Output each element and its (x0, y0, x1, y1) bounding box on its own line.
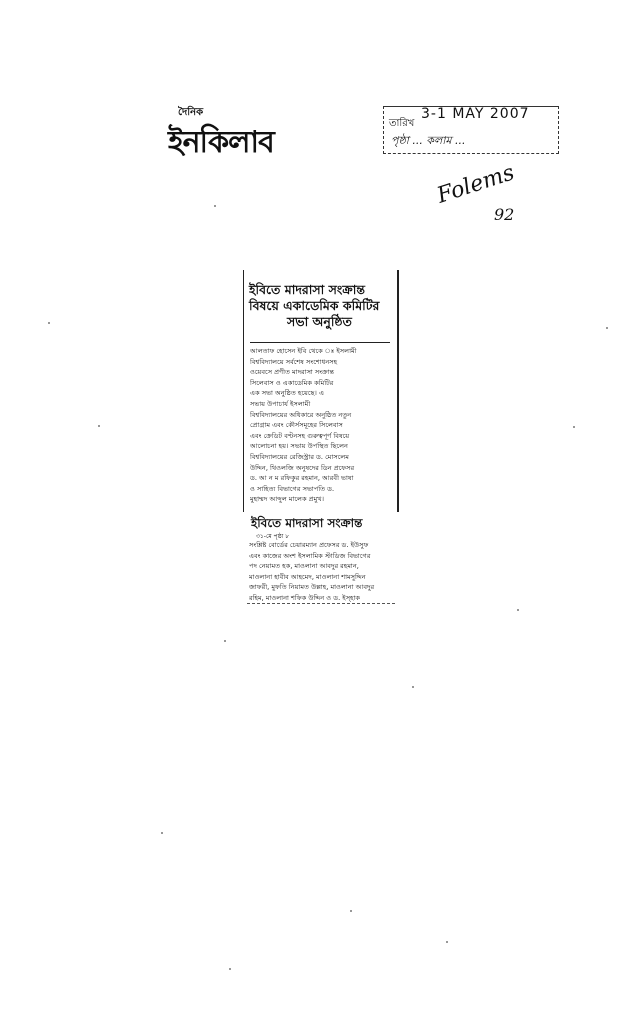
stamp-page-line: পৃষ্ঠা ... কলাম ... (391, 134, 466, 147)
headline-line: বিষয়ে একাডেমিক কমিটির (249, 298, 380, 313)
scan-speck (161, 832, 163, 834)
headline-divider (250, 342, 390, 343)
headline-line: ইবিতে মাদরাসা সংক্রান্ত (249, 282, 365, 297)
body-line: আলোচনা হয়। সভায় উপস্থিত ছিলেন (250, 442, 348, 451)
scan-speck (224, 640, 226, 642)
scan-speck (412, 686, 414, 688)
body-line: ড. আ ন ম রফিকুর রহমান, আরবী ভাষা (250, 474, 354, 483)
body-line: সংশ্লিষ্ট বোর্ডের চেয়ারম্যান প্রফেসর ড. ইউসুফ (249, 541, 369, 549)
headline-line: সভা অনুষ্ঠিত (287, 314, 352, 329)
body-line: রহিম, মাওলানা শফিক উদ্দিন ও ড. ইস্‌হাক (249, 593, 361, 602)
continuation-dateline: ৩১-মে পৃষ্ঠা ৮ (256, 533, 290, 540)
stamp-label: তারিখ (389, 118, 415, 129)
body-line: সিলেবাস ও একাডেমিক কমিটির (250, 378, 334, 387)
body-line: বিশ্ববিদ্যালয়ের অধিকারে অনুষ্ঠিত নতুন (250, 410, 352, 419)
continuation-headline: ইবিতে মাদরাসা সংক্রান্ত (251, 516, 363, 530)
body-line: সভায় উপাচার্য ইসলামী (250, 399, 311, 408)
body-line: মাওলানা হাবীব আহমেদ, মাওলানা শামসুদ্দিন (249, 572, 366, 581)
date-stamp (383, 106, 557, 152)
body-line: প্রোগ্রাম এবং কৌর্সসমূহের সিলেবাস (250, 421, 343, 430)
masthead-label: দৈনিক (178, 107, 204, 118)
handwritten-number: 92 (494, 205, 515, 224)
body-line: আলতাফ হোসেন ইবি থেকে ঃ ইসলামী (250, 347, 357, 355)
body-line: জাফরী, মুফতি নিয়ামত উল্লাহ, মাওলানা আবদুর (249, 583, 375, 592)
continuation-body (249, 540, 395, 604)
scan-speck (350, 910, 352, 912)
scan-speck (606, 327, 608, 329)
body-line: পদ নেয়ামত হক, মাওলানা আবদুর রহমান, (249, 562, 359, 571)
body-line: ও সাহিত্য বিভাগের সভাপতি ড. (250, 484, 335, 493)
scan-speck (446, 941, 448, 943)
body-line: উদ্দিন, থিওলজি অনুষদের ডিন প্রফেসর (250, 463, 355, 472)
clipping-bottom-edge (247, 603, 395, 604)
scan-speck (214, 205, 216, 207)
body-line: মুহাম্মদ আব্দুল মালেক প্রমুখ। (250, 495, 324, 504)
body-line: ওয়েবসে প্রণীত মাদরাসা সংক্রান্ত (250, 368, 335, 377)
body-line: বিশ্ববিদ্যালয়ে সর্বশেষ সংশোধনসহ (250, 357, 338, 366)
handwritten-note: Folems (434, 160, 518, 209)
body-line: এবং কাজের অংশ ইসলামিক স্টাডিজ বিভাগের (249, 551, 371, 560)
scan-speck (48, 322, 50, 324)
clipping-body (250, 346, 394, 505)
scan-speck (573, 426, 575, 428)
body-line: বিশ্ববিদ্যালয়ের রেজিস্ট্রার ড. মোসলেম (250, 452, 349, 461)
scan-speck (517, 609, 519, 611)
stamp-date: 3-1 MAY 2007 (421, 106, 530, 122)
scan-speck (98, 425, 100, 427)
body-line: এবং ক্রেডিট বণ্টনসহ গুরুত্বপূর্ণ বিষয়ে (250, 431, 350, 440)
body-line: এক সভা অনুষ্ঠিত হয়েছে। এ (250, 389, 324, 398)
newspaper-masthead: ইনকিলাব (168, 125, 274, 160)
clipping-headline (249, 282, 399, 330)
scan-speck (229, 968, 231, 970)
